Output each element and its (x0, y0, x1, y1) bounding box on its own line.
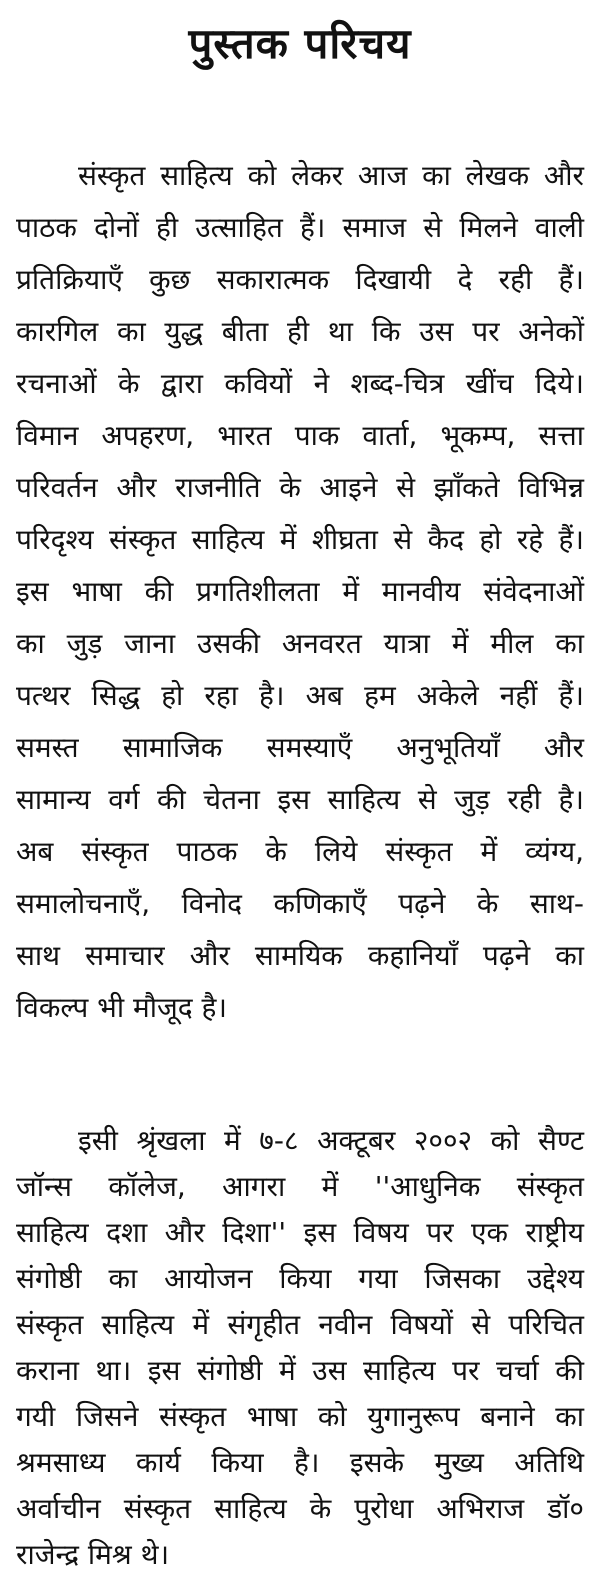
paragraph-2 (16, 1118, 584, 1578)
text-line: विमान अपहरण, भारत पाक वार्ता, भूकम्प, सत्ता (16, 419, 584, 452)
text-line: का जुड़ जाना उसकी अनवरत यात्रा में मील का (16, 627, 584, 660)
text-line: गयी जिसने संस्कृत भाषा को युगानुरूप बनाने का (16, 1400, 584, 1433)
text-line: इसी श्रृंखला में ७-८ अक्टूबर २००२ को सैण्ट (78, 1124, 584, 1157)
text-line: विकल्प भी मौजूद है। (16, 991, 227, 1024)
text-line: संस्कृत साहित्य में संगृहीत नवीन विषयों से परिचित (16, 1308, 584, 1341)
text-line: पाठक दोनों ही उत्साहित हैं। समाज से मिलने वाली (16, 211, 584, 244)
text-line: कारगिल का युद्ध बीता ही था कि उस पर अनेकों (16, 315, 584, 348)
text-line: साहित्य दशा और दिशा'' इस विषय पर एक राष्ट्रीय (16, 1216, 584, 1249)
text-line: समस्त सामाजिक समस्याएँ अनुभूतियाँ और (16, 731, 584, 764)
text-line: साथ समाचार और सामयिक कहानियाँ पढ़ने का (16, 939, 584, 972)
text-line: पत्थर सिद्ध हो रहा है। अब हम अकेले नहीं हैं। (16, 679, 584, 712)
text-line: श्रमसाध्य कार्य किया है। इसके मुख्य अतिथि (16, 1446, 584, 1479)
text-line: सामान्य वर्ग की चेतना इस साहित्य से जुड़ रही है। (16, 783, 584, 816)
text-line: जॉन्स कॉलेज, आगरा में ''आधुनिक संस्कृत (16, 1170, 584, 1203)
text-line: रचनाओं के द्वारा कवियों ने शब्द-चित्र खींच दिये। (16, 367, 584, 400)
page-title: पुस्तक परिचय (188, 19, 412, 68)
text-line: अर्वाचीन संस्कृत साहित्य के पुरोधा अभिराज डॉ० (16, 1492, 584, 1525)
text-line: परिवर्तन और राजनीति के आइने से झाँकते विभिन्न (16, 471, 584, 504)
text-line: राजेन्द्र मिश्र थे। (16, 1538, 170, 1571)
text-line: समालोचनाएँ, विनोद कणिकाएँ पढ़ने के साथ- (16, 887, 584, 920)
text-line: परिदृश्य संस्कृत साहित्य में शीघ्रता से कैद हो रहे हैं। (16, 523, 584, 556)
text-line: अब संस्कृत पाठक के लिये संस्कृत में व्यंग्य, (16, 835, 584, 868)
text-line: संस्कृत साहित्य को लेकर आज का लेखक और (78, 159, 584, 192)
text-line: संगोष्ठी का आयोजन किया गया जिसका उद्देश्य (16, 1262, 584, 1295)
text-line: इस भाषा की प्रगतिशीलता में मानवीय संवेदनाओं (16, 575, 584, 608)
text-line: कराना था। इस संगोष्ठी में उस साहित्य पर चर्चा की (16, 1354, 584, 1387)
text-line: प्रतिक्रियाएँ कुछ सकारात्मक दिखायी दे रही हैं। (16, 263, 584, 296)
paragraph-1 (16, 150, 584, 1034)
